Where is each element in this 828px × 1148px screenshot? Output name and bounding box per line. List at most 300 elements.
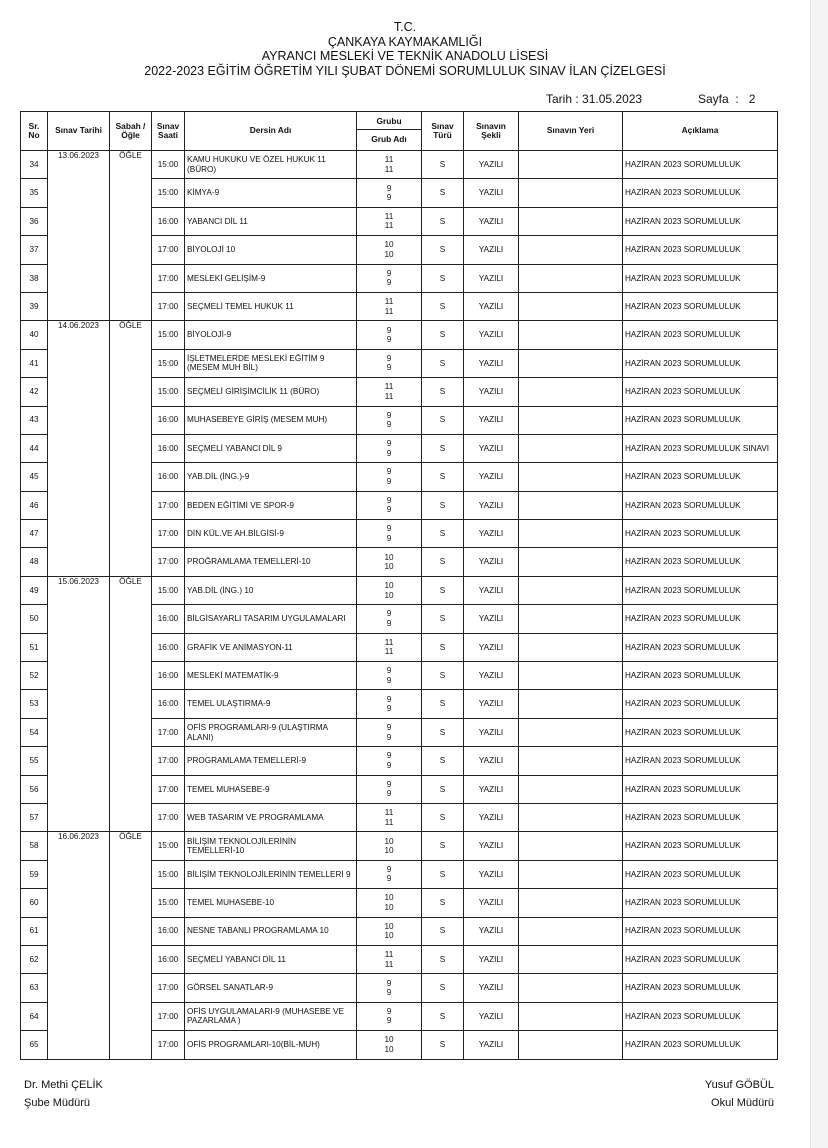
exam-form: YAZILI	[464, 378, 519, 406]
exam-schedule-table	[20, 111, 778, 1060]
exam-note: HAZİRAN 2023 SORUMLULUK	[623, 520, 778, 548]
group-number: 9	[386, 978, 392, 988]
exam-note: HAZİRAN 2023 SORUMLULUK	[623, 605, 778, 633]
exam-place	[519, 463, 623, 491]
row-number: 44	[21, 434, 48, 462]
group-cell	[357, 378, 422, 406]
group-name: 10	[384, 562, 394, 572]
exam-form: YAZILI	[464, 1002, 519, 1030]
exam-time: 15:00	[152, 576, 185, 604]
group-number: 11	[384, 297, 394, 307]
course-name: BİYOLOJİ-9	[185, 321, 357, 349]
group-name: 10	[384, 590, 394, 600]
exam-form: YAZILI	[464, 832, 519, 860]
group-name: 9	[386, 675, 392, 685]
exam-form: YAZILI	[464, 236, 519, 264]
course-name: SEÇMELİ TEMEL HUKUK 11	[185, 292, 357, 320]
course-name: BİLGİSAYARLI TASARIM UYGULAMALARI	[185, 605, 357, 633]
group-cell	[357, 917, 422, 945]
exam-form: YAZILI	[464, 718, 519, 746]
exam-place	[519, 378, 623, 406]
group-name: 10	[384, 249, 394, 259]
course-name: KAMU HUKUKU VE ÖZEL HUKUK 11 (BÜRO)	[185, 151, 357, 179]
group-name: 10	[384, 931, 394, 941]
group-cell	[357, 207, 422, 235]
course-name: KİMYA-9	[185, 179, 357, 207]
group-number: 9	[386, 609, 392, 619]
exam-type: S	[422, 1031, 464, 1059]
row-number: 64	[21, 1002, 48, 1030]
col-header-sira: Sr. No	[21, 112, 48, 151]
col-header-sekli: Sınavın Şekli	[464, 112, 519, 151]
table-header-row	[21, 112, 778, 151]
row-number: 50	[21, 605, 48, 633]
group-number: 9	[386, 495, 392, 505]
exam-place	[519, 406, 623, 434]
exam-place	[519, 690, 623, 718]
exam-note: HAZİRAN 2023 SORUMLULUK	[623, 718, 778, 746]
exam-type: S	[422, 747, 464, 775]
group-number: 10	[384, 240, 394, 250]
exam-place	[519, 832, 623, 860]
group-cell	[357, 349, 422, 377]
course-name: İŞLETMELERDE MESLEKİ EĞİTİM 9 (MESEM MUH BİL)	[185, 349, 357, 377]
exam-note: HAZİRAN 2023 SORUMLULUK	[623, 264, 778, 292]
group-cell	[357, 718, 422, 746]
exam-place	[519, 889, 623, 917]
exam-time: 15:00	[152, 378, 185, 406]
group-number: 9	[386, 1006, 392, 1016]
exam-place	[519, 321, 623, 349]
group-cell	[357, 292, 422, 320]
exam-type: S	[422, 832, 464, 860]
exam-type: S	[422, 945, 464, 973]
exam-time: 17:00	[152, 1002, 185, 1030]
row-number: 34	[21, 151, 48, 179]
exam-form: YAZILI	[464, 747, 519, 775]
exam-note: HAZİRAN 2023 SORUMLULUK	[623, 463, 778, 491]
exam-note: HAZİRAN 2023 SORUMLULUK	[623, 917, 778, 945]
group-name: 9	[386, 278, 392, 288]
exam-form: YAZILI	[464, 974, 519, 1002]
exam-time: 17:00	[152, 236, 185, 264]
exam-place	[519, 548, 623, 576]
exam-time: 17:00	[152, 548, 185, 576]
group-name: 11	[384, 959, 394, 969]
exam-place	[519, 1031, 623, 1059]
group-name: 9	[386, 618, 392, 628]
course-name: SEÇMELİ GİRİŞİMCİLİK 11 (BÜRO)	[185, 378, 357, 406]
row-number: 39	[21, 292, 48, 320]
table-body	[21, 151, 778, 1060]
exam-note: HAZİRAN 2023 SORUMLULUK	[623, 151, 778, 179]
signature-right-name: Yusuf GÖBÜL	[704, 1079, 774, 1091]
row-number: 47	[21, 520, 48, 548]
exam-type: S	[422, 718, 464, 746]
group-number: 9	[386, 524, 392, 534]
group-cell	[357, 662, 422, 690]
exam-place	[519, 605, 623, 633]
document-header	[0, 20, 810, 78]
row-number: 48	[21, 548, 48, 576]
exam-place	[519, 1002, 623, 1030]
course-name: GÖRSEL SANATLAR-9	[185, 974, 357, 1002]
group-name: 11	[384, 221, 394, 231]
row-number: 52	[21, 662, 48, 690]
group-number: 11	[384, 950, 394, 960]
exam-form: YAZILI	[464, 945, 519, 973]
col-header-yeri: Sınavın Yeri	[519, 112, 623, 151]
exam-form: YAZILI	[464, 406, 519, 434]
row-number: 45	[21, 463, 48, 491]
course-name: BİLİŞİM TEKNOLOJİLERİNİN TEMELLERİ 9	[185, 860, 357, 888]
group-name: 10	[384, 902, 394, 912]
group-number: 11	[384, 382, 394, 392]
exam-time: 15:00	[152, 321, 185, 349]
exam-form: YAZILI	[464, 605, 519, 633]
exam-time: 17:00	[152, 264, 185, 292]
date-page-line: Tarih : 31.05.2023 Sayfa : 2	[546, 92, 756, 106]
row-number: 57	[21, 803, 48, 831]
exam-note: HAZİRAN 2023 SORUMLULUK	[623, 832, 778, 860]
exam-time: 17:00	[152, 775, 185, 803]
course-name: GRAFİK VE ANİMASYON-11	[185, 633, 357, 661]
group-name: 9	[386, 704, 392, 714]
exam-note: HAZİRAN 2023 SORUMLULUK	[623, 889, 778, 917]
course-name: TEMEL MUHASEBE-10	[185, 889, 357, 917]
exam-form: YAZILI	[464, 292, 519, 320]
group-number: 10	[384, 836, 394, 846]
exam-form: YAZILI	[464, 662, 519, 690]
exam-form: YAZILI	[464, 548, 519, 576]
exam-place	[519, 264, 623, 292]
exam-date: 14.06.2023	[48, 321, 110, 577]
group-cell	[357, 860, 422, 888]
row-number: 35	[21, 179, 48, 207]
group-cell	[357, 576, 422, 604]
exam-time: 15:00	[152, 860, 185, 888]
exam-note: HAZİRAN 2023 SORUMLULUK	[623, 491, 778, 519]
exam-note: HAZİRAN 2023 SORUMLULUK	[623, 207, 778, 235]
date-label: Tarih	[546, 92, 573, 106]
exam-time: 15:00	[152, 832, 185, 860]
exam-note: HAZİRAN 2023 SORUMLULUK	[623, 292, 778, 320]
exam-place	[519, 236, 623, 264]
group-number: 9	[386, 467, 392, 477]
exam-type: S	[422, 434, 464, 462]
row-number: 51	[21, 633, 48, 661]
group-cell	[357, 236, 422, 264]
table-row	[21, 151, 778, 179]
exam-note: HAZİRAN 2023 SORUMLULUK	[623, 803, 778, 831]
exam-form: YAZILI	[464, 434, 519, 462]
course-name: YABANCI DİL 11	[185, 207, 357, 235]
group-name: 9	[386, 193, 392, 203]
group-name: 9	[386, 505, 392, 515]
col-header-grubu: Grubu	[357, 114, 421, 130]
exam-place	[519, 718, 623, 746]
exam-place	[519, 803, 623, 831]
group-name: 11	[384, 647, 394, 657]
header-line-title: 2022-2023 EĞİTİM ÖĞRETİM YILI ŞUBAT DÖNEMİ SORUMLULUK SINAV İLAN ÇİZELGESİ	[144, 63, 666, 78]
exam-time: 16:00	[152, 434, 185, 462]
col-header-tarih: Sınav Tarihi	[48, 112, 110, 151]
exam-note: HAZİRAN 2023 SORUMLULUK	[623, 236, 778, 264]
exam-note: HAZİRAN 2023 SORUMLULUK	[623, 548, 778, 576]
group-cell	[357, 264, 422, 292]
exam-form: YAZILI	[464, 860, 519, 888]
exam-session: ÖĞLE	[110, 321, 152, 577]
header-line-school: AYRANCI MESLEKİ VE TEKNİK ANADOLU LİSESİ	[261, 49, 549, 63]
exam-form: YAZILI	[464, 690, 519, 718]
group-cell	[357, 747, 422, 775]
row-number: 40	[21, 321, 48, 349]
exam-time: 16:00	[152, 605, 185, 633]
row-number: 56	[21, 775, 48, 803]
exam-note: HAZİRAN 2023 SORUMLULUK	[623, 662, 778, 690]
exam-time: 17:00	[152, 1031, 185, 1059]
exam-type: S	[422, 1002, 464, 1030]
group-cell	[357, 463, 422, 491]
group-number: 9	[386, 183, 392, 193]
group-name: 9	[386, 533, 392, 543]
group-number: 9	[386, 666, 392, 676]
group-name: 10	[384, 1044, 394, 1054]
exam-place	[519, 491, 623, 519]
course-name: BİLİŞİM TEKNOLOJİLERİNİN TEMELLERİ-10	[185, 832, 357, 860]
exam-place	[519, 576, 623, 604]
exam-place	[519, 633, 623, 661]
course-name: MESLEKİ GELİŞİM-9	[185, 264, 357, 292]
exam-time: 17:00	[152, 803, 185, 831]
col-header-grup	[357, 112, 422, 151]
exam-form: YAZILI	[464, 803, 519, 831]
exam-place	[519, 860, 623, 888]
exam-type: S	[422, 207, 464, 235]
exam-type: S	[422, 406, 464, 434]
col-header-aciklama: Açıklama	[623, 112, 778, 151]
signature-left-title: Şube Müdürü	[24, 1097, 91, 1109]
group-name: 11	[384, 391, 394, 401]
group-number: 10	[384, 921, 394, 931]
group-number: 9	[386, 353, 392, 363]
group-cell	[357, 633, 422, 661]
exam-type: S	[422, 179, 464, 207]
exam-note: HAZİRAN 2023 SORUMLULUK	[623, 349, 778, 377]
exam-type: S	[422, 349, 464, 377]
row-number: 41	[21, 349, 48, 377]
exam-type: S	[422, 775, 464, 803]
exam-form: YAZILI	[464, 321, 519, 349]
table-row	[21, 576, 778, 604]
course-name: OFİS UYGULAMALARI-9 (MUHASEBE VE PAZARLAMA )	[185, 1002, 357, 1030]
row-number: 53	[21, 690, 48, 718]
exam-type: S	[422, 491, 464, 519]
group-cell	[357, 832, 422, 860]
exam-type: S	[422, 917, 464, 945]
exam-type: S	[422, 463, 464, 491]
row-number: 58	[21, 832, 48, 860]
exam-form: YAZILI	[464, 576, 519, 604]
row-number: 60	[21, 889, 48, 917]
group-number: 9	[386, 723, 392, 732]
row-number: 49	[21, 576, 48, 604]
exam-date: 15.06.2023	[48, 576, 110, 832]
exam-note: HAZİRAN 2023 SORUMLULUK	[623, 1002, 778, 1030]
exam-note: HAZİRAN 2023 SORUMLULUK	[623, 860, 778, 888]
exam-time: 17:00	[152, 718, 185, 746]
group-number: 9	[386, 439, 392, 449]
exam-place	[519, 151, 623, 179]
exam-time: 15:00	[152, 349, 185, 377]
col-header-ders: Dersin Adı	[185, 112, 357, 151]
row-number: 54	[21, 718, 48, 746]
group-number: 10	[384, 552, 394, 562]
signature-left	[24, 1076, 103, 1112]
course-name: MESLEKİ MATEMATİK-9	[185, 662, 357, 690]
exam-place	[519, 747, 623, 775]
course-name: PROĞRAMLAMA TEMELLERİ-10	[185, 548, 357, 576]
row-number: 36	[21, 207, 48, 235]
exam-place	[519, 207, 623, 235]
row-number: 61	[21, 917, 48, 945]
exam-form: YAZILI	[464, 633, 519, 661]
group-name: 10	[384, 846, 394, 856]
exam-time: 15:00	[152, 151, 185, 179]
exam-type: S	[422, 548, 464, 576]
exam-time: 16:00	[152, 690, 185, 718]
exam-form: YAZILI	[464, 264, 519, 292]
exam-form: YAZILI	[464, 491, 519, 519]
course-name: TEMEL ULAŞTIRMA-9	[185, 690, 357, 718]
signature-right	[705, 1076, 774, 1112]
course-name: NESNE TABANLI PROGRAMLAMA 10	[185, 917, 357, 945]
group-name: 11	[384, 164, 394, 174]
group-name: 9	[386, 874, 392, 884]
group-cell	[357, 406, 422, 434]
signature-right-title: Okul Müdürü	[711, 1097, 774, 1109]
exam-place	[519, 520, 623, 548]
course-name: SEÇMELİ YABANCI DİL 11	[185, 945, 357, 973]
exam-time: 16:00	[152, 463, 185, 491]
group-name: 9	[386, 335, 392, 345]
exam-time: 16:00	[152, 917, 185, 945]
row-number: 37	[21, 236, 48, 264]
exam-note: HAZİRAN 2023 SORUMLULUK	[623, 974, 778, 1002]
exam-note: HAZİRAN 2023 SORUMLULUK	[623, 179, 778, 207]
date-value: 31.05.2023	[582, 92, 643, 106]
exam-form: YAZILI	[464, 463, 519, 491]
group-cell	[357, 321, 422, 349]
exam-time: 17:00	[152, 747, 185, 775]
col-header-turu: Sınav Türü	[422, 112, 464, 151]
exam-time: 17:00	[152, 974, 185, 1002]
course-name: OFİS PROGRAMLARI-10(BİL-MUH)	[185, 1031, 357, 1059]
group-name: 9	[386, 363, 392, 373]
group-cell	[357, 1002, 422, 1030]
group-number: 9	[386, 694, 392, 704]
exam-type: S	[422, 520, 464, 548]
exam-type: S	[422, 264, 464, 292]
group-cell	[357, 690, 422, 718]
group-number: 9	[386, 864, 392, 874]
exam-type: S	[422, 321, 464, 349]
exam-form: YAZILI	[464, 179, 519, 207]
header-line-kaymakamlik: ÇANKAYA KAYMAKAMLIĞI	[327, 34, 483, 49]
row-number: 63	[21, 974, 48, 1002]
group-name: 9	[386, 760, 392, 770]
exam-time: 16:00	[152, 945, 185, 973]
group-name: 11	[384, 817, 394, 827]
exam-time: 15:00	[152, 889, 185, 917]
exam-note: HAZİRAN 2023 SORUMLULUK SINAVI	[623, 434, 778, 462]
page-number: Sayfa : 2	[698, 92, 756, 106]
exam-type: S	[422, 151, 464, 179]
group-name: 9	[386, 448, 392, 458]
signature-left-name: Dr. Methi ÇELİK	[24, 1079, 103, 1091]
group-cell	[357, 945, 422, 973]
exam-place	[519, 974, 623, 1002]
group-number: 10	[384, 893, 394, 903]
group-cell	[357, 434, 422, 462]
exam-form: YAZILI	[464, 917, 519, 945]
exam-note: HAZİRAN 2023 SORUMLULUK	[623, 945, 778, 973]
exam-note: HAZİRAN 2023 SORUMLULUK	[623, 775, 778, 803]
group-cell	[357, 775, 422, 803]
course-name: OFİS PROGRAMLARI-9 (ULAŞTIRMA ALANI)	[185, 718, 357, 746]
group-number: 11	[384, 808, 394, 818]
exam-type: S	[422, 605, 464, 633]
exam-place	[519, 292, 623, 320]
exam-date: 16.06.2023	[48, 832, 110, 1059]
exam-place	[519, 434, 623, 462]
exam-form: YAZILI	[464, 775, 519, 803]
group-name: 9	[386, 988, 392, 998]
exam-note: HAZİRAN 2023 SORUMLULUK	[623, 406, 778, 434]
group-cell	[357, 548, 422, 576]
exam-time: 17:00	[152, 292, 185, 320]
group-name: 9	[386, 1016, 392, 1026]
group-cell	[357, 605, 422, 633]
exam-type: S	[422, 803, 464, 831]
exam-form: YAZILI	[464, 520, 519, 548]
group-name: 9	[386, 732, 392, 742]
exam-form: YAZILI	[464, 1031, 519, 1059]
exam-note: HAZİRAN 2023 SORUMLULUK	[623, 576, 778, 604]
header-line-tc: T.C.	[393, 20, 417, 34]
exam-time: 16:00	[152, 406, 185, 434]
exam-form: YAZILI	[464, 889, 519, 917]
group-cell	[357, 491, 422, 519]
exam-note: HAZİRAN 2023 SORUMLULUK	[623, 690, 778, 718]
group-name: 9	[386, 420, 392, 430]
group-name: 9	[386, 789, 392, 799]
exam-form: YAZILI	[464, 349, 519, 377]
exam-form: YAZILI	[464, 207, 519, 235]
group-number: 9	[386, 268, 392, 278]
row-number: 38	[21, 264, 48, 292]
row-number: 59	[21, 860, 48, 888]
group-number: 9	[386, 779, 392, 789]
row-number: 65	[21, 1031, 48, 1059]
group-number: 10	[384, 581, 394, 591]
exam-place	[519, 349, 623, 377]
group-number: 11	[384, 211, 394, 221]
exam-type: S	[422, 974, 464, 1002]
course-name: BEDEN EĞİTİMİ VE SPOR-9	[185, 491, 357, 519]
exam-place	[519, 945, 623, 973]
exam-type: S	[422, 690, 464, 718]
